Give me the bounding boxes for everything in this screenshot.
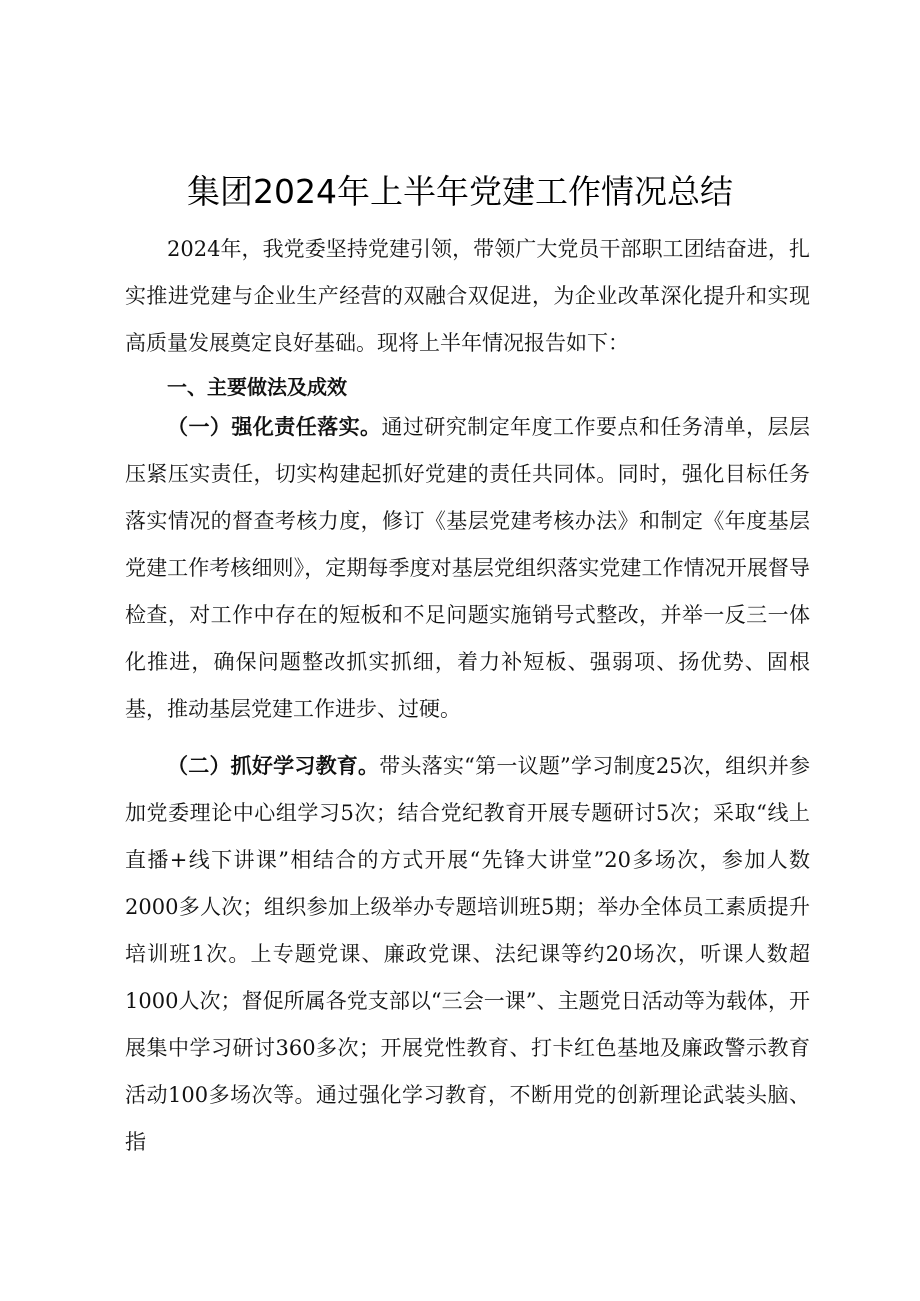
item2-body xyxy=(125,743,810,1166)
section1-heading: 一、主要做法及成效 xyxy=(167,375,347,399)
item2-text: 带头落实“第一议题”学习制度25次，组织并参加党委理论中心组学习5次；结合党纪教育开展专题研讨5次；采取“线上直播+线下讲课”相结合的方式开展“先锋大讲堂”20多场次，参加人数2000多人次；组织参加上级举办专题培训班5期；举办全体员工素质提升培训班1次。上专题党课、廉政党课、法纪课等约20场次，听课人数超1000人次；督促所属各党支部以“三会一课”、主题党日活动等为载体，开展集中学习研讨360多次；开展党性教育、打卡红色基地及廉政警示教育活动100多场次等。通过强化学习教育，不断用党的创新理论武装头脑、指 xyxy=(125,754,810,1154)
item2-paragraph xyxy=(125,743,810,1166)
document-title: 集团2024年上半年党建工作情况总结 xyxy=(187,172,733,211)
intro-text: 2024年，我党委坚持党建引领，带领广大党员干部职工团结奋进，扎实推进党建与企业生产经营的双融合双促进，为企业改革深化提升和实现高质量发展奠定良好基础。现将上半年情况报告如下： xyxy=(125,237,810,355)
item2-lead: （二）抓好学习教育。 xyxy=(167,754,380,778)
item1-text: 通过研究制定年度工作要点和任务清单，层层压紧压实责任，切实构建起抓好党建的责任共同体。同时，强化目标任务落实情况的督查考核力度，修订《基层党建考核办法》和制定《年度基层党建工作考核细则》，定期每季度对基层党组织落实党建工作情况开展督导检查，对工作中存在的短板和不足问题实施销号式整改，并举一反三一体化推进，确保问题整改抓实抓细，着力补短板、强弱项、扬优势、固根基，推动基层党建工作进步、过硬。 xyxy=(125,415,810,721)
item1-lead: （一）强化责任落实。 xyxy=(167,415,382,439)
intro-paragraph xyxy=(125,226,810,367)
item1-paragraph xyxy=(125,404,810,733)
item1-body xyxy=(125,404,810,733)
